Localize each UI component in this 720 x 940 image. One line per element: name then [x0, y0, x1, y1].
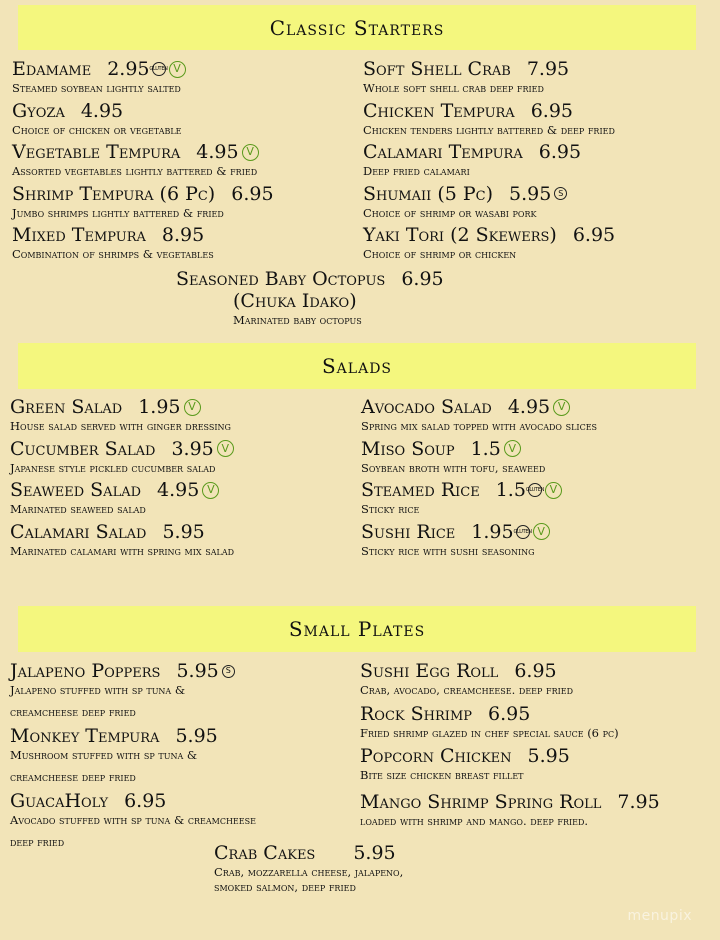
starters-left-column: [12, 58, 274, 266]
vegetarian-icon: V: [202, 482, 219, 499]
vegetarian-icon: V: [242, 144, 259, 161]
item-description: Marinated calamari with spring mix salad: [10, 543, 235, 558]
item-description: Jumbo shrimps lightly battered & fried: [12, 205, 224, 220]
menu-item: [10, 479, 234, 521]
item-name: Mango Shrimp Spring Roll: [360, 791, 602, 813]
item-name: Shrimp Tempura (6 Pc): [12, 182, 216, 205]
item-description: Crab, avocado, creamcheese. deep fried: [360, 683, 574, 697]
item-price: 5.95: [527, 745, 570, 767]
item-price: 5.95: [509, 182, 552, 205]
item-price: 3.95: [171, 437, 214, 460]
watermark: menupix: [627, 908, 692, 924]
section-header-starters: [18, 5, 696, 50]
item-description: Chicken tenders lightly battered & deep fried: [363, 122, 615, 137]
item-description: Steamed soybean lightly salted: [12, 81, 181, 95]
item-price: 6.95: [538, 141, 582, 163]
item-name: Seaweed Salad: [10, 479, 142, 501]
item-description: Jalapeno stuffed with sp tuna &: [10, 683, 186, 697]
item-name: Cucumber Salad: [10, 437, 156, 460]
item-name: Sushi Egg Roll: [360, 660, 499, 682]
menu-item: [10, 396, 234, 438]
item-price: 2.95: [107, 58, 150, 80]
item-price: 7.95: [526, 58, 570, 80]
item-description: Choice of chicken or vegetable: [12, 122, 182, 137]
menu-item: [10, 725, 256, 790]
menu-item: [361, 438, 597, 480]
item-name: Edamame: [12, 58, 92, 80]
menu-item: [12, 183, 274, 225]
small-plates-left-column: [10, 660, 256, 855]
item-name: Seasoned Baby Octopus: [176, 268, 386, 290]
item-description: Whole soft shell crab deep fried: [363, 81, 544, 95]
item-name: Gyoza: [12, 99, 65, 122]
menu-item: [363, 100, 615, 142]
item-price: 4.95: [507, 396, 551, 418]
item-name: Avocado Salad: [361, 396, 492, 418]
menu-item: [12, 141, 274, 183]
item-price: 4.95: [157, 479, 200, 501]
small-plates-right-column: [360, 660, 660, 834]
item-price: 1.5: [495, 479, 526, 501]
menu-item: [10, 438, 234, 480]
item-name: Shumaii (5 Pc): [363, 182, 494, 205]
vegetarian-icon: V: [169, 61, 186, 78]
vegetarian-icon: V: [553, 399, 570, 416]
item-price: 5.95: [162, 520, 205, 543]
item-description: Choice of shrimp or wasabi pork: [363, 205, 537, 220]
item-name: Chicken Tempura: [363, 99, 515, 122]
item-name: Yaki Tori (2 Skewers): [363, 224, 557, 246]
item-price: 6.95: [488, 703, 531, 725]
item-price: 4.95: [196, 141, 239, 163]
item-price: 1.5: [470, 437, 501, 460]
item-name: Popcorn Chicken: [360, 745, 512, 767]
featured-item-octopus: [176, 268, 444, 328]
item-description: Fried shrimp glazed in chef special sauce (6 pc): [360, 726, 619, 740]
menu-item: [10, 660, 256, 725]
item-description: Soybean broth with tofu, seaweed: [361, 460, 546, 475]
section-header-salads: [18, 343, 696, 389]
item-description: Marinated seaweed salad: [10, 502, 146, 516]
item-price: 4.95: [80, 99, 124, 122]
item-price: 6.95: [530, 99, 574, 122]
menu-item: [361, 479, 597, 521]
gluten-free-icon: GLUTEN: [152, 62, 166, 76]
gluten-free-icon: GLUTEN: [516, 525, 530, 539]
item-price: 5.95: [353, 842, 396, 864]
item-description-2: creamcheese deep fried: [10, 705, 136, 719]
section-title: Salads: [321, 354, 393, 378]
vegetarian-icon: V: [184, 399, 201, 416]
salads-left-column: [10, 396, 234, 562]
menu-item: [360, 660, 660, 703]
item-description: Deep fried calamari: [363, 164, 470, 178]
item-name: Miso Soup: [361, 437, 455, 460]
featured-item-crab-cakes: [214, 842, 403, 895]
item-description: Japanese style pickled cucumber salad: [10, 460, 216, 475]
item-name: Sushi Rice: [361, 520, 456, 543]
item-price: 1.95: [138, 396, 181, 418]
item-description: Sticky rice: [361, 502, 420, 516]
vegetarian-icon: V: [217, 440, 234, 457]
item-description: Combination of shrimps & vegetables: [12, 247, 214, 261]
menu-item: [360, 745, 660, 791]
section-title: Classic Starters: [269, 15, 445, 40]
item-description: Marinated baby octopus: [233, 313, 362, 327]
item-price: 5.95: [175, 725, 218, 747]
item-price: 8.95: [161, 224, 205, 246]
item-price: 1.95: [471, 520, 514, 543]
item-description: Bite size chicken breast fillet: [360, 768, 524, 782]
item-description: Mushroom stuffed with sp tuna &: [10, 748, 198, 762]
section-header-small-plates: [18, 606, 696, 652]
item-name: Rock Shrimp: [360, 703, 472, 725]
spicy-icon: S: [554, 187, 567, 200]
menu-item: [360, 791, 660, 834]
item-name: Crab Cakes: [214, 842, 316, 864]
item-name: Mixed Tempura: [12, 224, 146, 246]
item-description: Sticky rice with sushi seasoning: [361, 543, 535, 558]
menu-item: [12, 58, 274, 100]
item-name: Green Salad: [10, 396, 123, 418]
item-name: Calamari Salad: [10, 520, 147, 543]
item-name: Soft Shell Crab: [363, 58, 511, 80]
section-title: Small Plates: [288, 617, 426, 641]
salads-right-column: [361, 396, 597, 562]
item-subname: (Chuka Idako): [233, 290, 357, 312]
item-description: Crab, mozzarella cheese, jalapeno,: [214, 865, 404, 879]
menu-item: [363, 183, 615, 225]
menu-item: [361, 396, 597, 438]
item-description: Spring mix salad topped with avocado slices: [361, 419, 598, 433]
item-description-2: smoked salmon, deep fried: [214, 880, 356, 894]
item-price: 6.95: [401, 268, 444, 290]
item-name: Monkey Tempura: [10, 725, 160, 747]
vegetarian-icon: V: [533, 523, 550, 540]
vegetarian-icon: V: [504, 440, 521, 457]
item-name: Steamed Rice: [361, 479, 480, 501]
vegetarian-icon: V: [545, 482, 562, 499]
item-name: GuacaHoly: [10, 790, 109, 812]
menu-item: [12, 100, 274, 142]
item-price: 6.95: [231, 182, 274, 205]
item-name: Jalapeno Poppers: [10, 660, 161, 682]
item-description: loaded with shrimp and mango. deep fried.: [360, 814, 589, 828]
item-price: 7.95: [617, 791, 660, 813]
item-description: Assorted vegetables lightly battered & fried: [12, 164, 258, 178]
menu-item: [10, 521, 234, 563]
item-price: 6.95: [124, 790, 167, 812]
menu-item: [12, 224, 274, 266]
item-description-2: creamcheese deep fried: [10, 770, 136, 784]
item-price: 6.95: [572, 224, 616, 246]
item-description: Choice of shrimp or chicken: [363, 247, 517, 261]
item-description: House salad served with ginger dressing: [10, 419, 231, 433]
menu-item: [363, 224, 615, 266]
item-price: 6.95: [514, 660, 557, 682]
spicy-icon: S: [222, 665, 235, 678]
item-price: 5.95: [176, 660, 219, 682]
item-name: Calamari Tempura: [363, 141, 523, 163]
menu-item: [363, 141, 615, 183]
menu-item: [360, 703, 660, 745]
menu-item: [363, 58, 615, 100]
menu-item: [361, 521, 597, 563]
gluten-free-icon: GLUTEN: [528, 483, 542, 497]
item-description: Avocado stuffed with sp tuna & creamcheese: [10, 813, 256, 827]
item-description-2: deep fried: [10, 835, 65, 849]
starters-right-column: [363, 58, 615, 266]
item-name: Vegetable Tempura: [12, 141, 181, 163]
